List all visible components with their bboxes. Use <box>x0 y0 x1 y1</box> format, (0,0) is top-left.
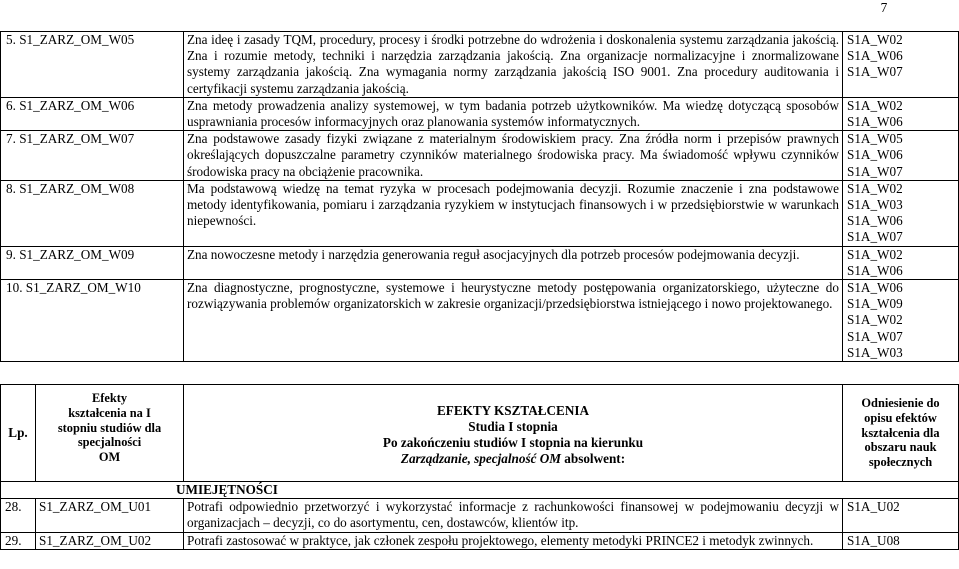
outcome-description: Zna diagnostyczne, prognostyczne, systemowe i heurystyczne metody postępowania organizatorskiego, użyteczne do rozwiązywania problemów organizatorskich w zakresie organizacji/przedsiębiorstwa istniejącego i nowo projektowanego. <box>184 280 843 362</box>
outcome-row <box>1 97 959 130</box>
header-refs-line: społecznych <box>868 455 933 470</box>
ref-code: S1A_W07 <box>847 163 903 179</box>
outcome-row <box>1 246 959 279</box>
outcome-refs <box>843 131 959 181</box>
ref-code: S1A_W07 <box>847 229 903 245</box>
header-title-line: Studia I stopnia <box>468 419 558 434</box>
header-title-italic: Zarządzanie, specjalność OM <box>400 451 561 466</box>
outcome-refs <box>843 246 959 279</box>
ref-code: S1A_W02 <box>847 32 903 47</box>
ref-code: S1A_W09 <box>847 296 903 312</box>
outcome-description: Zna podstawowe zasady fizyki związane z materialnym środowiskiem pracy. Zna źródła norm i przepisów prawnych określających dopuszczalne parametry czynników materialnego środowiska pracy. Ma świadomość wpływu czynników środowiska pracy na obciążenie pracownika. <box>184 131 843 181</box>
header-title-line: EFEKTY KSZTAŁCENIA <box>436 403 590 418</box>
outcome-refs <box>843 97 959 130</box>
outcome-number: 6. <box>6 97 20 113</box>
skill-refs <box>843 532 959 549</box>
header-effects-line: OM <box>98 450 121 465</box>
ref-code: S1A_W06 <box>847 147 903 163</box>
header-title-line-4 <box>187 451 839 467</box>
ref-code: S1A_W02 <box>847 180 903 196</box>
ref-code: S1A_U02 <box>847 499 900 515</box>
header-effects-line: stopniu studiów dla <box>57 420 162 435</box>
skills-header-row <box>1 385 959 482</box>
header-refs-line: Odniesienie do <box>861 396 940 410</box>
outcome-id-cell <box>1 280 184 362</box>
ref-code: S1A_U08 <box>847 532 900 548</box>
outcome-number: 5. <box>6 32 20 47</box>
outcome-refs <box>843 280 959 362</box>
header-refs-line: obszaru nauk <box>864 440 937 455</box>
outcome-code: S1_ZARZ_OM_W05 <box>19 32 135 47</box>
ref-code: S1A_W06 <box>847 280 903 296</box>
outcome-id-cell <box>1 97 184 130</box>
header-effects-line: specjalności <box>77 435 142 450</box>
ref-code: S1A_W03 <box>847 197 903 213</box>
skill-row <box>1 532 959 549</box>
header-lp <box>1 385 36 482</box>
header-refs-line: opisu efektów <box>864 410 937 425</box>
ref-code: S1A_W06 <box>847 262 903 278</box>
page-number: 7 <box>880 0 888 15</box>
section-row <box>1 482 959 499</box>
skill-number: 29. <box>1 532 36 549</box>
header-lp-label: Lp. <box>8 424 28 440</box>
skill-code: S1_ZARZ_OM_U02 <box>36 532 184 549</box>
outcome-number: 8. <box>6 180 20 196</box>
outcome-row <box>1 32 959 98</box>
skills-outcomes-body <box>1 499 959 550</box>
outcome-id-cell <box>1 32 184 98</box>
outcome-id-cell <box>1 246 184 279</box>
skill-number: 28. <box>1 499 36 532</box>
header-refs-line: kształcenia dla <box>861 425 940 440</box>
outcome-number: 10. <box>6 280 26 296</box>
outcome-code: S1_ZARZ_OM_W08 <box>19 180 135 196</box>
ref-code: S1A_W06 <box>847 213 903 229</box>
outcome-description: Zna metody prowadzenia analizy systemowej, w tym badania potrzeb użytkowników. Ma wiedzę dotyczącą sposobów usprawniania procesów informacyjnych oraz planowania systemów informatycznych. <box>184 97 843 130</box>
outcome-description: Ma podstawową wiedzę na temat ryzyka w procesach podejmowania decyzji. Rozumie znaczenie i zna podstawowe metody identyfikowania, pomiaru i zarządzania ryzykiem w instytucjach finansowych i w przedsiębiorstwie w warunkach niepewności. <box>184 180 843 246</box>
outcome-description: Zna nowoczesne metody i narzędzia generowania reguł asocjacyjnych dla potrzeb procesów podejmowania decyzji. <box>184 246 843 279</box>
header-title-line: Po zakończeniu studiów I stopnia na kierunku <box>382 435 644 450</box>
outcome-code: S1_ZARZ_OM_W09 <box>19 246 135 262</box>
skills-outcomes-table <box>0 384 959 550</box>
outcome-row <box>1 280 959 362</box>
ref-code: S1A_W02 <box>847 312 903 328</box>
outcome-refs <box>843 180 959 246</box>
section-label: UMIEJĘTNOŚCI <box>1 482 959 499</box>
ref-code: S1A_W03 <box>847 344 903 360</box>
header-effects-column <box>36 385 184 482</box>
header-refs-column <box>843 385 959 482</box>
ref-code: S1A_W07 <box>847 328 903 344</box>
outcome-row <box>1 131 959 181</box>
skill-row <box>1 499 959 532</box>
ref-code: S1A_W07 <box>847 64 903 80</box>
skill-description: Potrafi odpowiednio przetworzyć i wykorzystać informacje z rachunkowości finansowej w podejmowaniu decyzji w organizacjach – decyzji, co do asortymentu, cen, dostawców, klientów itp. <box>184 499 843 532</box>
ref-code: S1A_W02 <box>847 246 903 262</box>
skill-code: S1_ZARZ_OM_U01 <box>36 499 184 532</box>
header-title <box>184 385 843 482</box>
outcome-number: 9. <box>6 246 20 262</box>
header-effects-line: Efekty <box>91 391 128 405</box>
ref-code: S1A_W05 <box>847 131 903 147</box>
knowledge-outcomes-body <box>1 32 959 362</box>
skill-description: Potrafi zastosować w praktyce, jak członek zespołu projektowego, elementy metodyki PRINCE2 i metodyk zwinnych. <box>184 532 843 549</box>
header-title-suffix: absolwent: <box>560 451 626 466</box>
outcome-row <box>1 180 959 246</box>
outcome-number: 7. <box>6 131 20 147</box>
header-effects-line: kształcenia na I <box>68 405 151 420</box>
outcome-code: S1_ZARZ_OM_W06 <box>19 97 135 113</box>
skill-refs <box>843 499 959 532</box>
outcome-refs <box>843 32 959 98</box>
outcome-id-cell <box>1 131 184 181</box>
outcome-code: S1_ZARZ_OM_W10 <box>25 280 141 296</box>
outcome-code: S1_ZARZ_OM_W07 <box>19 131 135 147</box>
outcome-description: Zna ideę i zasady TQM, procedury, procesy i środki potrzebne do wdrożenia i doskonalenia systemu zarządzania jakością. Zna i rozumie metody, techniki i narzędzia zarządzania jakością. Zna organizacje normalizacyjne i znormalizowane systemy zarządzania jakością. Zna wymagania normy zarządzania jakością ISO 9001. Zna procedury auditowania i certyfikacji systemu zarządzania jakością. <box>184 32 843 98</box>
outcome-id-cell <box>1 180 184 246</box>
ref-code: S1A_W06 <box>847 114 903 130</box>
knowledge-outcomes-table <box>0 31 959 362</box>
ref-code: S1A_W02 <box>847 97 903 113</box>
ref-code: S1A_W06 <box>847 48 903 64</box>
